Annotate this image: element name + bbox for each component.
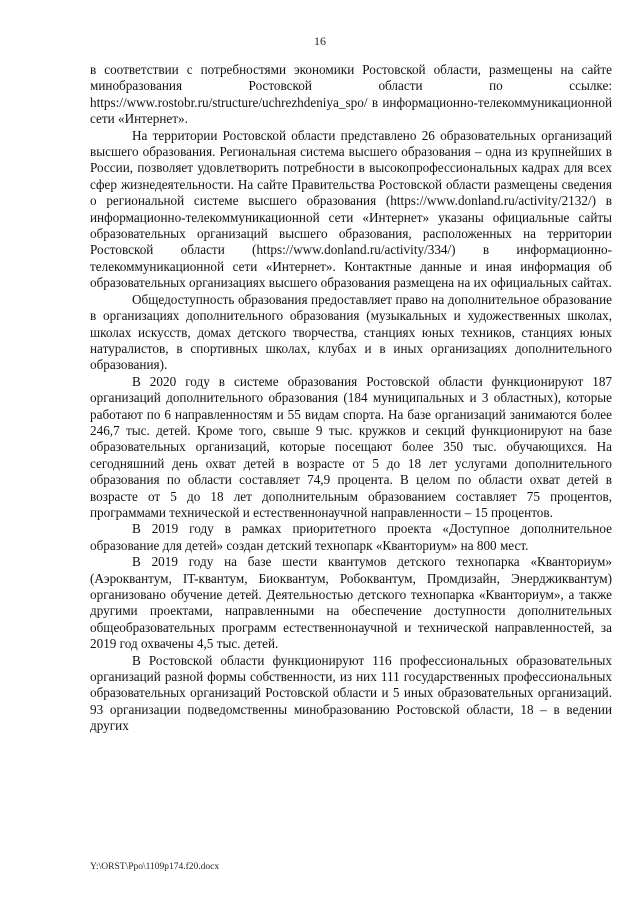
paragraph: В 2019 году на базе шести квантумов детского технопарка «Кванториум» (Аэроквантум, IT-квантум, Биоквантум, Робоквантум, Промдизайн, Энерджиквантум) организовано обучение детей. Деятельностью детского технопарка «Кванториум», а также другими проектами, направленными на обеспечение доступности дополнительных общеобразовательных программ естественнонаучной и технической направленностей, за 2019 год охвачены 4,5 тыс. детей.: [90, 554, 612, 652]
paragraph: В Ростовской области функционируют 116 профессиональных образовательных организаций разной формы собственности, из них 111 государственных профессиональных образовательных организаций Ростовской области и 5 иных образовательных организаций. 93 организации подведомственны минобразованию Ростовской области, 18 – в ведении других: [90, 652, 612, 734]
page-number: 16: [314, 34, 326, 48]
paragraph: в соответствии с потребностями экономики Ростовской области, размещены на сайте минобразования Ростовской области по ссылке: https://www.rostobr.ru/structure/uchrezhdeniya_spo/ в информационно-телекоммуникационной сети «Интернет».: [90, 62, 612, 127]
document-body: [90, 62, 612, 735]
paragraph: Общедоступность образования предоставляет право на дополнительное образование в организациях дополнительного образования (музыкальных и художественных школах, школах искусств, домах детского творчества, станциях юных техников, станциях юных натуралистов, в спортивных школах, клубах и в иных организациях дополнительного образования).: [90, 291, 612, 373]
paragraph: В 2020 году в системе образования Ростовской области функционируют 187 организаций дополнительного образования (184 муниципальных и 3 областных), которые работают по 6 направленностям и 55 видам спорта. На базе организаций занимаются более 246,7 тыс. детей. Кроме того, свыше 9 тыс. кружков и секций функционируют на базе образовательных организаций, которые посещают более 350 тыс. обучающихся. На сегодняшний день охват детей в возрасте от 5 до 18 лет услугами дополнительного образования по области составляет 74,9 процента. В целом по области охват детей в возрасте от 5 до 18 лет дополнительным образованием составляет 75 процентов, программами технической и естественнонаучной направленности – 15 процентов.: [90, 373, 612, 520]
paragraph: В 2019 году в рамках приоритетного проекта «Доступное дополнительное образование для детей» создан детский технопарк «Кванториум» на 800 мест.: [90, 521, 612, 553]
footer-file-path: Y:\ORST\Ppo\1109p174.f20.docx: [90, 862, 220, 872]
paragraph: На территории Ростовской области представлено 26 образовательных организаций высшего образования. Региональная система высшего образования – одна из крупнейших в России, позволяет удовлетворить потребности в высокопрофессиональных кадрах для всех сфер жизнедеятельности. На сайте Правительства Ростовской области размещены сведения о региональной системе высшего образования (https://www.donland.ru/activity/2132/) в информационно-телекоммуникационной сети «Интернет» указаны официальные сайты образовательных организаций высшего образования, расположенных на территории Ростовской области (https://www.donland.ru/activity/334/) в информационно-телекоммуникационной сети «Интернет». Контактные данные и иная информация об образовательных организациях высшего образования размещена на их официальных сайтах.: [90, 127, 612, 291]
